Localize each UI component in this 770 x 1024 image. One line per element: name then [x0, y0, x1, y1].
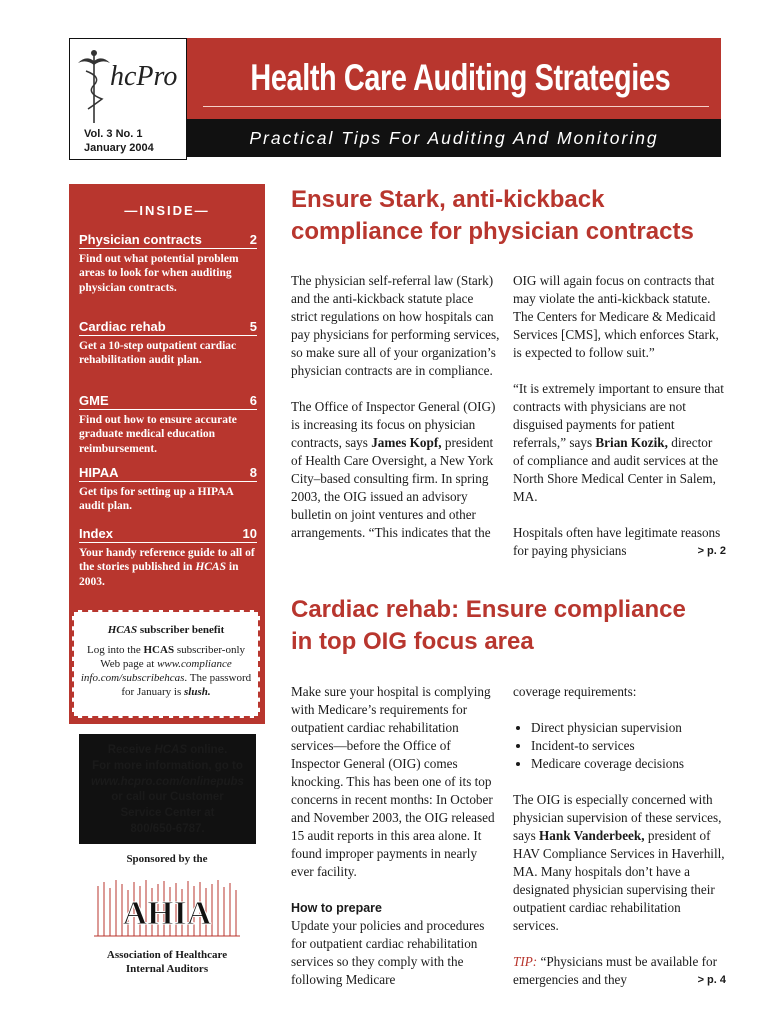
toc-title: Cardiac rehab	[79, 319, 166, 334]
article2-column-2: coverage requirements: • Direct physician supervision • Incident-to services • Medicare coverage decisions The OIG is especially concerned with physician supervision of these services, says Hank Vanderbeek, president of HAV Compliance Services in Haverhill, MA. Many hospitals don’t have a designated physician supervising their outpatient cardiac rehabilitation services. TIP: “Physicians must be available for emergencies and they > p. 4	[513, 683, 726, 1007]
sponsor-label: Sponsored by the	[126, 853, 208, 865]
onlinepubs-link[interactable]: www.hcpro.com/onlinepubs	[91, 775, 244, 788]
toc-title: Index	[79, 526, 113, 541]
article2-headline: Cardiac rehab: Ensure compliance in top OIG focus area	[291, 596, 686, 655]
toc-title: HIPAA	[79, 465, 119, 480]
newsletter-subtitle: Practical Tips For Auditing And Monitoring	[249, 128, 659, 148]
tip-label: TIP:	[513, 954, 538, 969]
toc-description: Find out how to ensure accurate graduate medical education reimbursement.	[79, 414, 237, 455]
toc-page: 2	[249, 232, 257, 247]
subscriber-page-link[interactable]: www.compliance info.com/subscribehcas	[80, 658, 232, 684]
ahia-logo	[92, 878, 242, 942]
toc-page: 5	[249, 319, 257, 334]
volume-number: Vol. 3 No. 1	[84, 128, 143, 140]
toc-item-cardiac-rehab[interactable]	[79, 319, 257, 368]
toc-item-hipaa[interactable]	[79, 465, 257, 514]
newsletter-title: Health Care Auditing Strategies	[250, 57, 671, 98]
caduceus-icon	[74, 47, 114, 127]
svg-text:AHIA: AHIA	[122, 895, 212, 932]
receive-online-text: Receive HCAS online. For more information, go to www.hcpro.com/onlinepubs or call our Customer Service Center at 800/650-6787.	[79, 743, 256, 838]
subscriber-benefit-text: Log into the HCAS subscriber-only Web page at www.compliance info.com/subscribehcas. The password for January is slush.	[80, 644, 252, 698]
toc-title: GME	[79, 393, 109, 408]
toc-description: Get tips for setting up a HIPAA audit plan.	[79, 486, 234, 513]
list-item: • Medicare coverage decisions	[531, 755, 726, 773]
toc-item-physician-contracts[interactable]	[79, 232, 257, 295]
sponsor-name: Association of Healthcare Internal Auditors	[106, 949, 228, 975]
toc-page: 6	[249, 393, 257, 408]
toc-description: Get a 10-step outpatient cardiac rehabilitation audit plan.	[79, 340, 237, 367]
issue-date: January 2004	[84, 142, 154, 154]
toc-title: Physician contracts	[79, 232, 202, 247]
hcpro-logo: hcPro	[110, 61, 178, 92]
list-item: • Incident-to services	[531, 737, 726, 755]
article2-continued-link[interactable]: > p. 4	[697, 974, 726, 986]
password: slush.	[184, 686, 211, 698]
inside-heading: —INSIDE—	[124, 203, 210, 218]
subscriber-benefit-title: HCAS subscriber benefit	[107, 624, 225, 636]
toc-item-gme[interactable]	[79, 393, 257, 456]
article1-continued-link[interactable]: > p. 2	[697, 545, 726, 557]
publisher-logo-box	[69, 38, 187, 160]
masthead-rule	[203, 106, 709, 107]
coverage-requirements-list	[513, 719, 726, 773]
toc-page: 8	[249, 465, 257, 480]
toc-item-index[interactable]	[79, 526, 257, 589]
article1-column-2: OIG will again focus on contracts that may violate the anti-kickback statute. The Centers for Medicare & Medicaid Services [CMS], which enforces Stark, is expected to follow suit.” “It is extremely important to ensure that contracts with physicians are not disguised payments for patient referrals,” says Brian Kozik, director of compliance and audit services at the North Shore Medical Center in Salem, MA. Hospitals often have legitimate reasons for paying physicians > p. 2	[513, 273, 726, 558]
article2-column-1: Make sure your hospital is complying with Medicare’s requirements for outpatient cardiac rehabilitation services—before the Office of Inspector General (OIG) comes knocking. This has been one of its top concerns in recent months: In October and November 2003, the OIG released 15 audit reports in this area alone. It found improper payments in nearly ever facility. How to prepare Update your policies and procedures for outpatient cardiac rehabilitation services so they comply with the following Medicare	[291, 683, 501, 1007]
article1-headline: Ensure Stark, anti-kickback compliance for physician contracts	[291, 186, 694, 245]
article1-column-1: The physician self-referral law (Stark) and the anti-kickback statute place strict regulations on how hospitals can pay physicians for performing services, so make sure all of your organization’s physician contracts are in compliance. The Office of Inspector General (OIG) is increasing its focus on physician contracts, says James Kopf, president of Health Care Oversight, a New York City–based consulting firm. In spring 2003, the OIG issued an advisory bulletin on joint ventures and other arrangements. “This indicates that the	[291, 273, 500, 540]
article2-subhead: How to prepare	[291, 901, 382, 915]
toc-description: Find out what potential problem areas to look for when auditing physician contracts.	[79, 253, 239, 294]
phone-number: 800/650-6787.	[130, 822, 205, 835]
toc-description: Your handy reference guide to all of the stories published in HCAS in 2003.	[79, 547, 255, 588]
toc-page: 10	[242, 526, 257, 541]
list-item: • Direct physician supervision	[531, 719, 726, 737]
